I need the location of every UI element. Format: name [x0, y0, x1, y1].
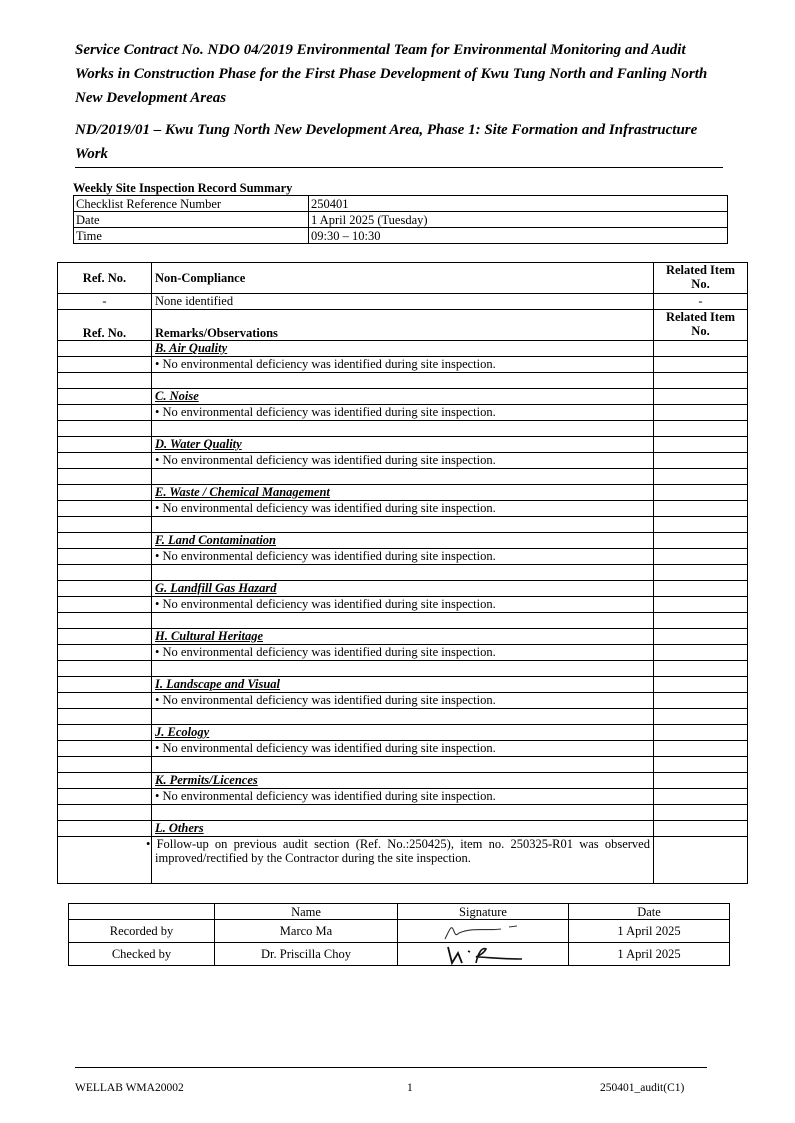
table-row — [58, 629, 748, 645]
table-row — [58, 645, 748, 661]
signoff-table — [68, 903, 730, 966]
signoff-name: Marco Ma — [215, 920, 398, 943]
signoff-block — [68, 903, 730, 966]
handwritten-signature-icon — [433, 921, 533, 941]
section-title: F. Land Contamination — [152, 533, 654, 549]
section-title: K. Permits/Licences — [152, 773, 654, 789]
section-text: • No environmental deficiency was identified during site inspection. — [152, 693, 654, 709]
table-row — [58, 357, 748, 373]
section-text-content: No environmental deficiency was identified during site inspection. — [162, 453, 496, 467]
project-title: ND/2019/01 – Kwu Tung North New Development Area, Phase 1: Site Formation and Infrastructure Work — [75, 122, 698, 162]
table-row — [58, 581, 748, 597]
summary-title: Weekly Site Inspection Record Summary — [73, 181, 293, 195]
col-noncompliance-header: Non-Compliance — [152, 263, 654, 294]
table-row — [58, 821, 748, 837]
section-text: • No environmental deficiency was identified during site inspection. — [152, 741, 654, 757]
table-header-row — [58, 263, 748, 294]
section-title: L. Others — [152, 821, 654, 837]
findings-table — [57, 262, 748, 884]
section-title: G. Landfill Gas Hazard — [152, 581, 654, 597]
table-row — [58, 485, 748, 501]
table-row — [58, 677, 748, 693]
summary-value: 250401 — [309, 196, 728, 212]
page-number: 1 — [407, 1082, 413, 1094]
col-name-header: Name — [215, 904, 398, 920]
table-row — [69, 943, 730, 966]
section-text: • Follow-up on previous audit section (Ref. No.:250425), item no. 250325-R01 was observed improved/rectified by the Contractor during the site inspection. — [152, 837, 654, 884]
col-ref-header: Ref. No. — [58, 310, 152, 341]
inspection-summary — [73, 181, 728, 244]
summary-value: 09:30 – 10:30 — [309, 228, 728, 244]
section-text-content: No environmental deficiency was identified during site inspection. — [162, 501, 496, 515]
table-row — [58, 421, 748, 437]
section-text-content: No environmental deficiency was identified during site inspection. — [162, 597, 496, 611]
signoff-date: 1 April 2025 — [569, 943, 730, 966]
section-text: • No environmental deficiency was identified during site inspection. — [152, 597, 654, 613]
table-row — [58, 517, 748, 533]
section-title: J. Ecology — [152, 725, 654, 741]
section-title: D. Water Quality — [152, 437, 654, 453]
section-text-content: No environmental deficiency was identified during site inspection. — [162, 357, 496, 371]
table-row — [58, 693, 748, 709]
table-row — [58, 789, 748, 805]
col-signature-header: Signature — [398, 904, 569, 920]
noncompliance-text: None identified — [152, 294, 654, 310]
table-row — [58, 837, 748, 884]
summary-label: Checklist Reference Number — [74, 196, 309, 212]
col-remarks-header: Remarks/Observations — [152, 310, 654, 341]
footer-rule — [75, 1067, 707, 1068]
table-row — [74, 196, 728, 212]
signoff-date: 1 April 2025 — [569, 920, 730, 943]
table-row — [58, 501, 748, 517]
col-date-header: Date — [569, 904, 730, 920]
section-text: • No environmental deficiency was identified during site inspection. — [152, 549, 654, 565]
section-text-content: No environmental deficiency was identified during site inspection. — [162, 789, 496, 803]
table-row — [58, 709, 748, 725]
table-row — [58, 437, 748, 453]
footer-left: WELLAB WMA20002 — [75, 1082, 184, 1094]
table-row — [69, 920, 730, 943]
section-text-content: No environmental deficiency was identified during site inspection. — [162, 645, 496, 659]
table-row — [58, 805, 748, 821]
findings-table-wrapper — [57, 262, 748, 884]
table-row — [58, 773, 748, 789]
section-title: I. Landscape and Visual — [152, 677, 654, 693]
signature-checked — [398, 943, 569, 966]
section-text: • No environmental deficiency was identified during site inspection. — [152, 789, 654, 805]
section-text-content: No environmental deficiency was identified during site inspection. — [162, 549, 496, 563]
section-text: • No environmental deficiency was identified during site inspection. — [152, 645, 654, 661]
section-text-content: No environmental deficiency was identified during site inspection. — [162, 693, 496, 707]
summary-label: Date — [74, 212, 309, 228]
signoff-role: Recorded by — [69, 920, 215, 943]
table-row — [58, 294, 748, 310]
section-text-content: No environmental deficiency was identified during site inspection. — [162, 405, 496, 419]
section-title: B. Air Quality — [152, 341, 654, 357]
col-related-header: Related Item No. — [654, 310, 748, 341]
table-row — [58, 613, 748, 629]
section-text-content: No environmental deficiency was identified during site inspection. — [162, 741, 496, 755]
table-row — [58, 741, 748, 757]
signature-recorded — [398, 920, 569, 943]
col-related-header: Related Item No. — [654, 263, 748, 294]
others-text: Follow-up on previous audit section (Ref. No.:250425), item no. 250325-R01 was observed improved/rectified by the Contractor during the site inspection. — [155, 837, 650, 865]
table-row — [58, 341, 748, 357]
noncompliance-related: - — [654, 294, 748, 310]
section-title: H. Cultural Heritage — [152, 629, 654, 645]
summary-table — [73, 195, 728, 244]
table-row — [58, 405, 748, 421]
section-text: • No environmental deficiency was identified during site inspection. — [152, 501, 654, 517]
table-row — [58, 549, 748, 565]
table-row — [74, 212, 728, 228]
table-row — [58, 597, 748, 613]
table-row — [58, 453, 748, 469]
table-row — [74, 228, 728, 244]
header-rule — [75, 167, 723, 168]
section-text: • No environmental deficiency was identified during site inspection. — [152, 357, 654, 373]
table-row — [58, 661, 748, 677]
contract-title: Service Contract No. NDO 04/2019 Environmental Team for Environmental Monitoring and Audit Works in Construction Phase for the First Phase Development of Kwu Tung North and Fanling North New Development Areas — [75, 42, 708, 106]
table-row — [58, 389, 748, 405]
table-row — [58, 565, 748, 581]
summary-value: 1 April 2025 (Tuesday) — [309, 212, 728, 228]
table-header-row — [58, 310, 748, 341]
section-text: • No environmental deficiency was identified during site inspection. — [152, 405, 654, 421]
section-title: E. Waste / Chemical Management — [152, 485, 654, 501]
col-ref-header: Ref. No. — [58, 263, 152, 294]
section-text: • No environmental deficiency was identified during site inspection. — [152, 453, 654, 469]
table-row — [58, 533, 748, 549]
signoff-name: Dr. Priscilla Choy — [215, 943, 398, 966]
handwritten-signature-icon — [428, 943, 538, 965]
signoff-role: Checked by — [69, 943, 215, 966]
document-header — [75, 38, 723, 166]
table-row — [58, 469, 748, 485]
summary-label: Time — [74, 228, 309, 244]
remarks-sections — [58, 341, 748, 821]
table-row — [58, 373, 748, 389]
section-title: C. Noise — [152, 389, 654, 405]
table-row — [58, 725, 748, 741]
table-row — [58, 757, 748, 773]
footer-right: 250401_audit(C1) — [600, 1082, 685, 1094]
table-header-row — [69, 904, 730, 920]
noncompliance-ref: - — [58, 294, 152, 310]
